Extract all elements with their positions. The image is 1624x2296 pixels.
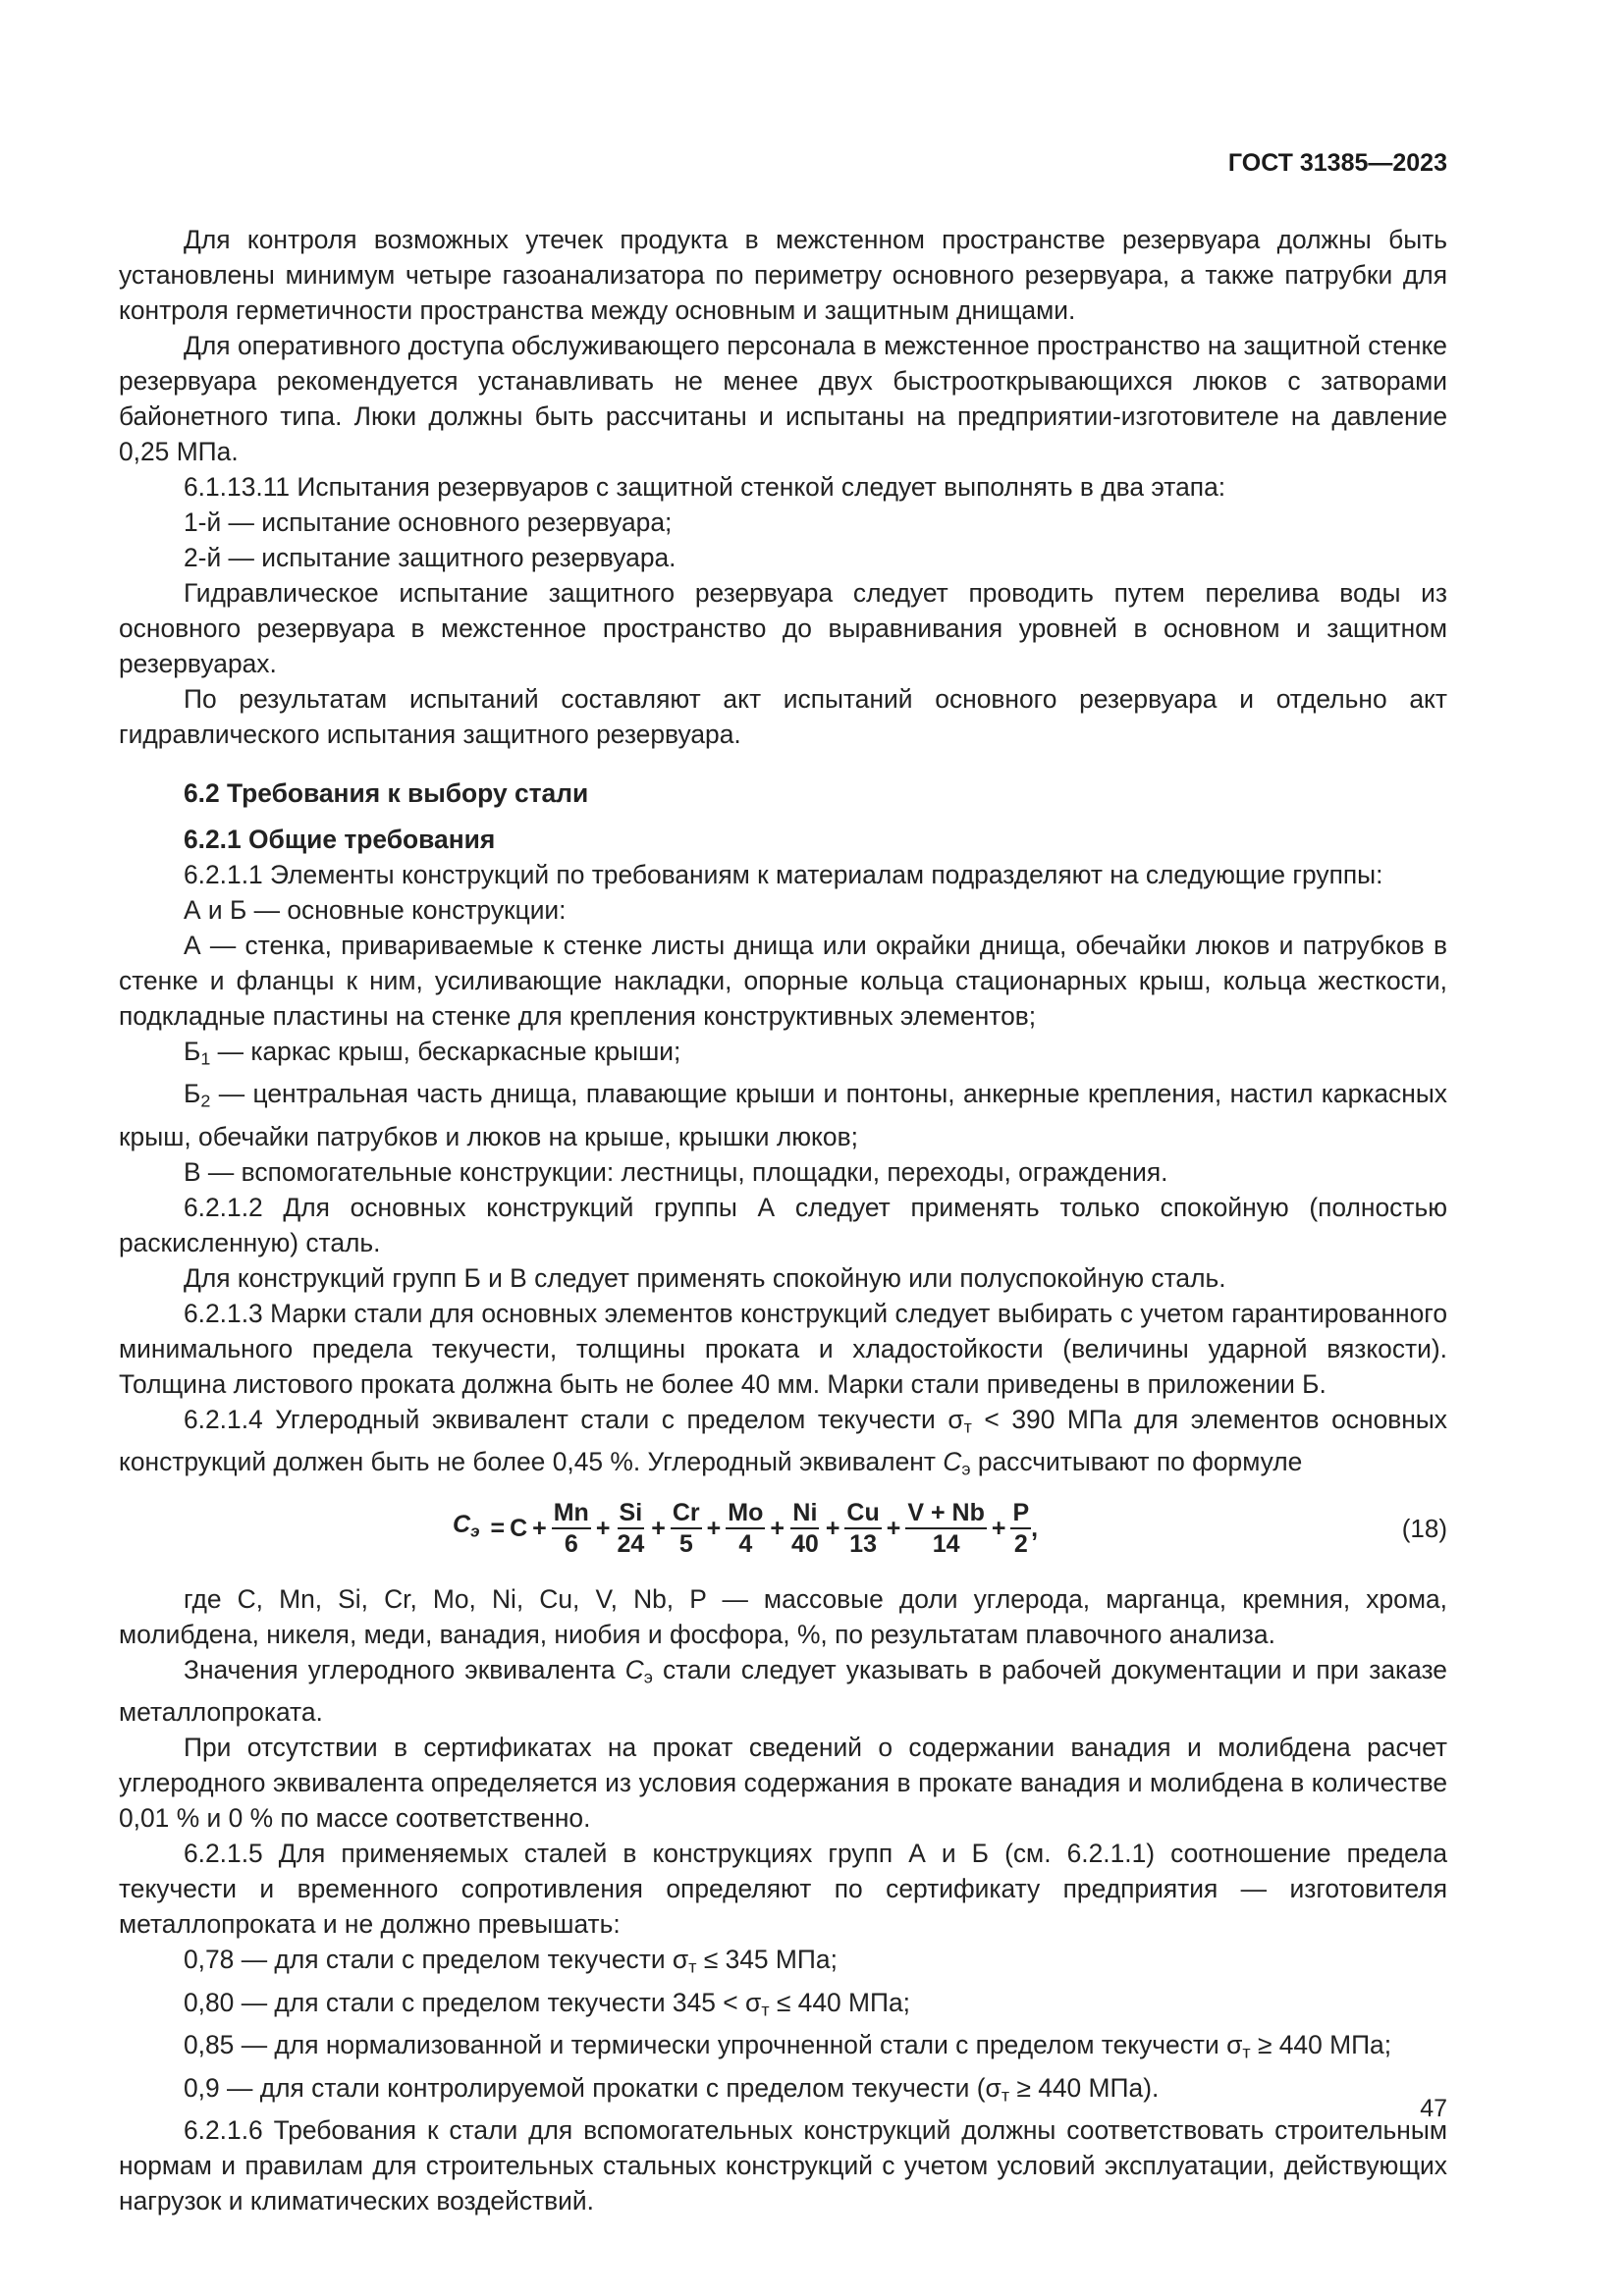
carbon-equivalent-formula: $C_э$ = C + $\frac{Mn}{6}$ + $\frac{Si}{24}$ + $\frac{Cr}{5}$ + $\frac{Mo}{4}$ + $\frac{Ni}{40}$ + $\frac{Cu}{13}$ + $\frac{V + Nb}{14}$ + $\frac{P}{2}$ , xyxy=(453,1498,1039,1558)
formula-fraction: $\frac{Mo}{4}$ xyxy=(728,1498,764,1558)
paragraph: Для оперативного доступа обслуживающего персонала в межстенное пространство на защитной стенке резервуара рекомендуется устанавливать не менее двух быстрооткрывающихся люков с затворами байонетного типа. Люки должны быть рассчитаны и испытаны на предприятии-изготовителе на давление 0,25 МПа. xyxy=(119,331,1447,466)
paragraph: Для контроля возможных утечек продукта в межстенном пространстве резервуара должны быть установлены минимум четыре газоанализатора по периметру основного резервуара, а также патрубки для контроля герметичности пространства между основным и защитным днищами. xyxy=(119,225,1447,325)
document-id-header: ГОСТ 31385—2023 xyxy=(1227,149,1447,177)
subsection-heading-6-2-1: 6.2.1 Общие требования xyxy=(184,825,496,854)
list-item: 0,9 — для стали контролируемой прокатки с пределом текучести ($\sigma_т \ge 440$ МПа). xyxy=(184,2072,1160,2106)
paragraph: А и Б — основные конструкции: xyxy=(184,895,567,925)
paragraph: $Б_2$ — центральная часть днища, плавающие крыши и понтоны, анкерные крепления, настил каркасных крыш, обечайки патрубков и люков на крыше, крышки люков; xyxy=(119,1079,1447,1151)
list-item: 0,78 — для стали с пределом текучести $\sigma_т \le 345$ МПа; xyxy=(184,1945,838,1977)
paragraph: По результатам испытаний составляют акт испытаний основного резервуара и отдельно акт гидравлического испытания защитного резервуара. xyxy=(119,684,1447,749)
page-number: 47 xyxy=(1420,2095,1447,2122)
formula-lhs: $C_э$ xyxy=(453,1511,480,1541)
paragraph: Значения углеродного эквивалента $C_э$ стали следует указывать в рабочей документации и при заказе металлопроката. xyxy=(119,1654,1447,1728)
formula-fraction: $\frac{V + Nb}{14}$ xyxy=(907,1498,985,1558)
paragraph: 6.2.1.2 Для основных конструкций группы А следует применять только спокойную (полностью раскисленную) сталь. xyxy=(119,1192,1447,1257)
paragraph: А — стенка, привариваемые к стенке листы днища или окрайки днища, обечайки люков и патрубков в стенке и фланцы к ним, усиливающие накладки, опорные кольца стационарных крыш, кольца жесткости, подкладные пластины на стенке для крепления конструктивных элементов; xyxy=(119,931,1447,1031)
paragraph: $Б_1$ — каркас крыш, бескаркасные крыши; xyxy=(184,1037,681,1069)
formula-18 xyxy=(119,1495,1447,1575)
formula-fraction: $\frac{Cu}{13}$ xyxy=(846,1498,880,1558)
paragraph: 6.1.13.11 Испытания резервуаров с защитной стенкой следует выполнять в два этапа: xyxy=(184,472,1226,502)
paragraph: где C, Mn, Si, Cr, Mo, Ni, Cu, V, Nb, P — массовые доли углерода, марганца, кремния, хрома, молибдена, никеля, меди, ванадия, ниобия и фосфора, %, по результатам плавочного анализа. xyxy=(119,1583,1447,1649)
paragraph: 6.2.1.4 Углеродный эквивалент стали с пределом текучести $\sigma_т < 390$ МПа для элементов основных конструкций должен быть не более 0,45 %. Углеродный эквивалент $C_э$ рассчитывают по формуле xyxy=(119,1404,1448,1479)
paragraph: В — вспомогательные конструкции: лестницы, площадки, переходы, ограждения. xyxy=(184,1156,1168,1187)
paragraph: 6.2.1.5 Для применяемых сталей в конструкциях групп А и Б (см. 6.2.1.1) соотношение предела текучести и временного сопротивления определяют по сертификату предприятия — изготовителя металлопроката и не должно превышать: xyxy=(119,1839,1447,1940)
list-item: 2-й — испытание защитного резервуара. xyxy=(184,543,677,572)
formula-fraction: $\frac{Ni}{40}$ xyxy=(791,1498,819,1558)
paragraph: 6.2.1.1 Элементы конструкций по требованиям к материалам подразделяют на следующие группы: xyxy=(184,860,1383,889)
list-item: 0,80 — для стали с пределом текучести $345 < \sigma_т \le 440$ МПа; xyxy=(184,1987,911,2020)
list-item: 1-й — испытание основного резервуара; xyxy=(184,507,673,537)
document-body xyxy=(119,222,1447,2218)
paragraph: При отсутствии в сертификатах на прокат сведений о содержании ванадия и молибдена расчет углеродного эквивалента определяется из условия содержания в прокате ванадия и молибдена в количестве 0,01 % и 0 % по массе соответственно. xyxy=(119,1733,1447,1834)
formula-fraction: $\frac{Mn}{6}$ xyxy=(553,1498,589,1558)
formula-fraction: $\frac{P}{2}$ xyxy=(1012,1498,1030,1558)
section-heading-6-2: 6.2 Требования к выбору стали xyxy=(184,778,589,808)
formula-term: C xyxy=(510,1514,528,1542)
formula-fraction: $\frac{Si}{24}$ xyxy=(617,1498,645,1558)
paragraph: Гидравлическое испытание защитного резервуара следует проводить путем перелива воды из основного резервуара в межстенное пространство до выравнивания уровней в основном и защитном резервуарах. xyxy=(119,578,1447,678)
paragraph: Для конструкций групп Б и В следует применять спокойную или полуспокойную сталь. xyxy=(184,1262,1226,1293)
formula-fraction: $\frac{Cr}{5}$ xyxy=(672,1498,700,1558)
formula-equals: = xyxy=(490,1514,506,1542)
list-item: 0,85 — для нормализованной и термически упрочненной стали с пределом текучести $\sigma_т \ge 440$ МПа; xyxy=(184,2030,1392,2062)
paragraph: 6.2.1.3 Марки стали для основных элементов конструкций следует выбирать с учетом гарантированного минимального предела текучести, толщины проката и хладостойкости (величины ударной вязкости). Толщина листового проката должна быть не более 40 мм. Марки стали приведены в приложении Б. xyxy=(119,1298,1447,1399)
equation-number: (18) xyxy=(1401,1513,1447,1543)
paragraph: 6.2.1.6 Требования к стали для вспомогательных конструкций должны соответствовать строительным нормам и правилам для строительных стальных конструкций с учетом условий эксплуатации, действующих нагрузок и климатических воздействий. xyxy=(119,2115,1447,2216)
